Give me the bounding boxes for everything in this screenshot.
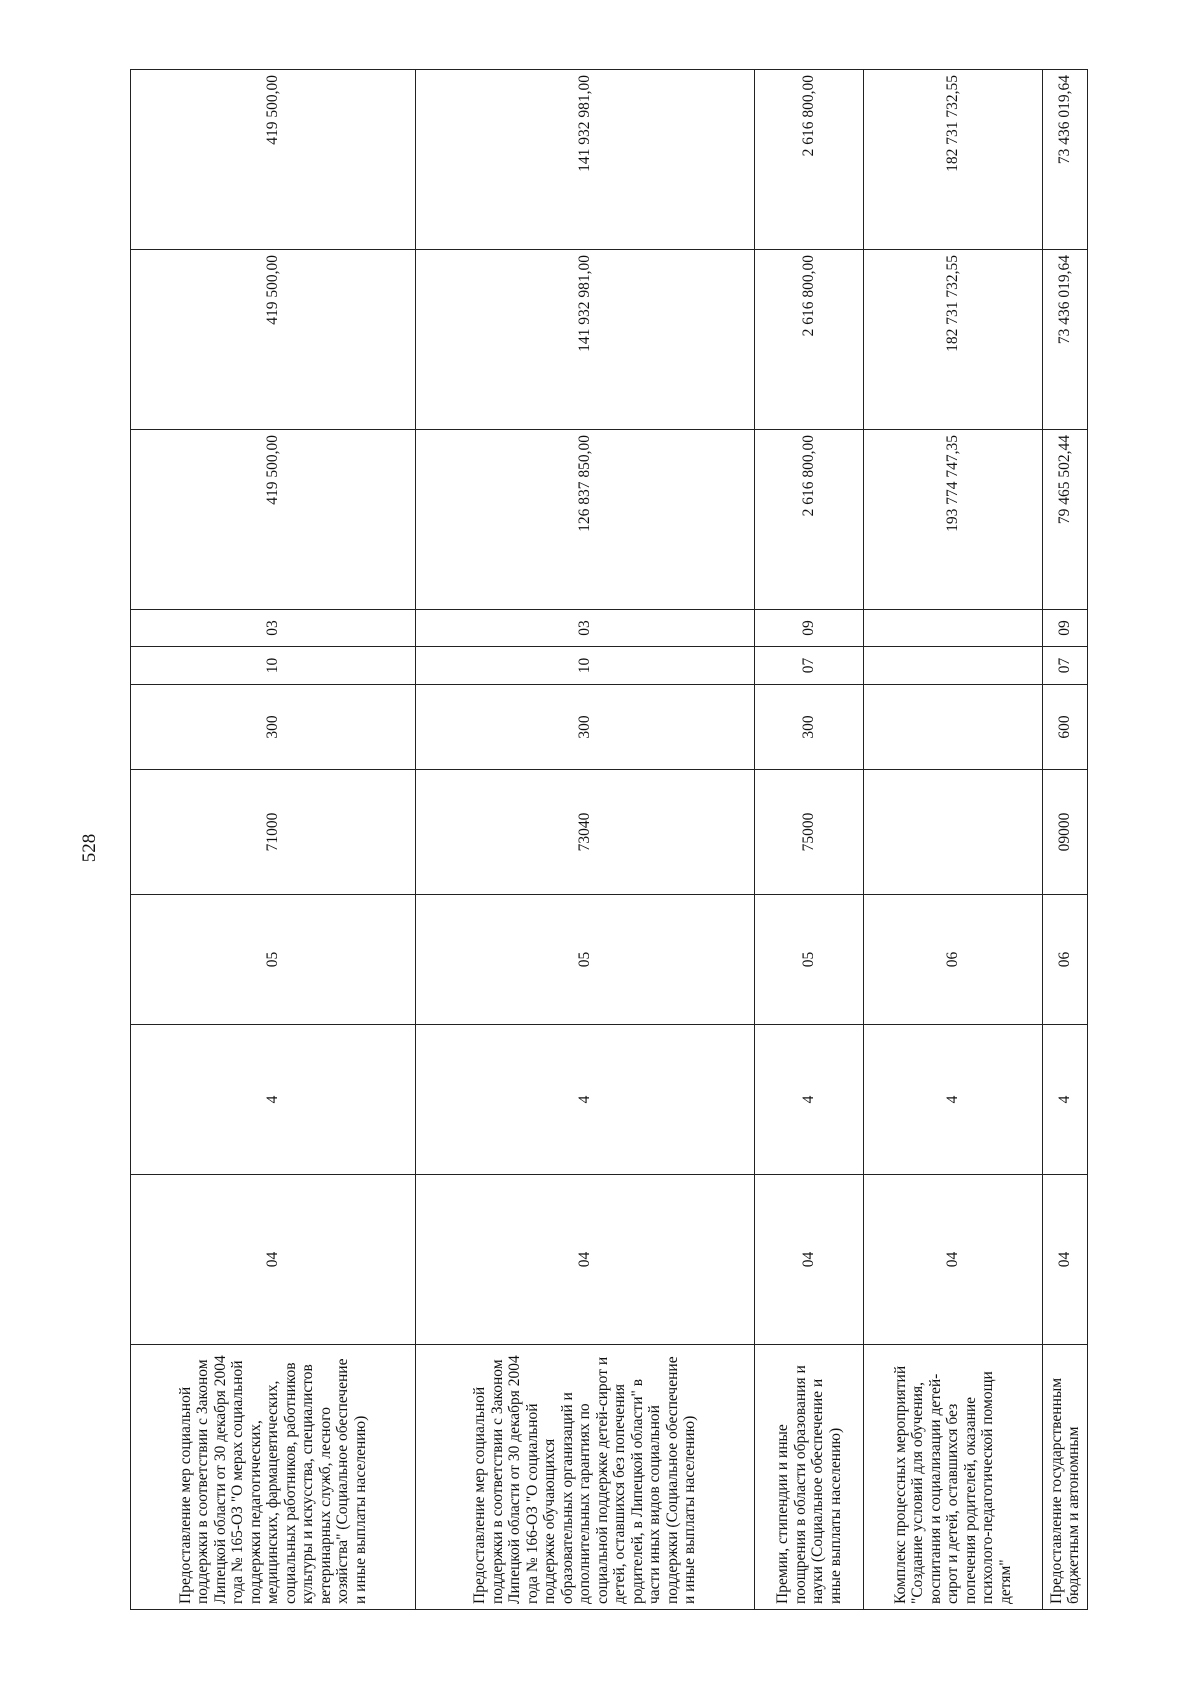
code-cell: 4 bbox=[1043, 1025, 1088, 1175]
code-cell: 04 bbox=[755, 1175, 864, 1345]
code-cell: 04 bbox=[131, 1175, 416, 1345]
code-cell: 4 bbox=[131, 1025, 416, 1175]
amount-cell: 182 731 732,55 bbox=[864, 70, 1043, 250]
code-cell bbox=[864, 770, 1043, 895]
code-cell bbox=[864, 610, 1043, 647]
code-cell: 300 bbox=[755, 685, 864, 770]
amount-cell: 141 932 981,00 bbox=[416, 250, 755, 430]
code-cell: 4 bbox=[416, 1025, 755, 1175]
code-cell: 06 bbox=[864, 895, 1043, 1025]
table-row bbox=[1043, 70, 1088, 1610]
amount-cell: 182 731 732,55 bbox=[864, 250, 1043, 430]
code-cell: 04 bbox=[1043, 1175, 1088, 1345]
amount-cell: 419 500,00 bbox=[131, 70, 416, 250]
amount-cell: 126 837 850,00 bbox=[416, 430, 755, 610]
amount-cell: 73 436 019,64 bbox=[1043, 250, 1088, 430]
code-cell bbox=[864, 647, 1043, 685]
code-cell: 10 bbox=[416, 647, 755, 685]
code-cell: 05 bbox=[131, 895, 416, 1025]
code-cell: 05 bbox=[755, 895, 864, 1025]
code-cell: 4 bbox=[864, 1025, 1043, 1175]
code-cell: 05 bbox=[416, 895, 755, 1025]
amount-cell: 2 616 800,00 bbox=[755, 250, 864, 430]
code-cell: 73040 bbox=[416, 770, 755, 895]
table-row bbox=[755, 70, 864, 1610]
code-cell: 10 bbox=[131, 647, 416, 685]
code-cell: 300 bbox=[131, 685, 416, 770]
code-cell: 04 bbox=[864, 1175, 1043, 1345]
code-cell: 09 bbox=[1043, 610, 1088, 647]
code-cell: 07 bbox=[1043, 647, 1088, 685]
budget-table bbox=[130, 69, 1088, 1610]
row-description: Премии, стипендии и иные поощрения в области образования и науки (Социальное обеспечение и иные выплаты населению) bbox=[755, 1345, 864, 1610]
page-number: 528 bbox=[79, 833, 100, 863]
code-cell: 04 bbox=[416, 1175, 755, 1345]
row-description: Комплекс процессных мероприятий "Создание условий для обучения, воспитания и социализации детей-сирот и детей, оставшихся без попечения родителей, оказание психолого-педагогической помощи детям" bbox=[864, 1345, 1043, 1610]
code-cell: 09000 bbox=[1043, 770, 1088, 895]
code-cell: 09 bbox=[755, 610, 864, 647]
code-cell bbox=[864, 685, 1043, 770]
code-cell: 4 bbox=[755, 1025, 864, 1175]
code-cell: 03 bbox=[416, 610, 755, 647]
row-description: Предоставление государственным бюджетным и автономным bbox=[1043, 1345, 1088, 1610]
code-cell: 07 bbox=[755, 647, 864, 685]
rotated-table-wrapper bbox=[130, 70, 1082, 1610]
amount-cell: 2 616 800,00 bbox=[755, 430, 864, 610]
code-cell: 300 bbox=[416, 685, 755, 770]
amount-cell: 2 616 800,00 bbox=[755, 70, 864, 250]
code-cell: 75000 bbox=[755, 770, 864, 895]
amount-cell: 193 774 747,35 bbox=[864, 430, 1043, 610]
table-row bbox=[131, 70, 416, 1610]
table-row bbox=[416, 70, 755, 1610]
amount-cell: 79 465 502,44 bbox=[1043, 430, 1088, 610]
amount-cell: 73 436 019,64 bbox=[1043, 70, 1088, 250]
amount-cell: 419 500,00 bbox=[131, 430, 416, 610]
code-cell: 06 bbox=[1043, 895, 1088, 1025]
table-row bbox=[864, 70, 1043, 1610]
amount-cell: 419 500,00 bbox=[131, 250, 416, 430]
code-cell: 71000 bbox=[131, 770, 416, 895]
code-cell: 03 bbox=[131, 610, 416, 647]
code-cell: 600 bbox=[1043, 685, 1088, 770]
amount-cell: 141 932 981,00 bbox=[416, 70, 755, 250]
row-description: Предоставление мер социальной поддержки в соответствии с Законом Липецкой области от 30 декабря 2004 года № 165-ОЗ "О мерах социальной поддержки педагогических, медицинских, фармацевтических, социальных работников, работников культуры и искусства, специалистов ветеринарных служб, лесного хозяйства" (Социальное обеспечение и иные выплаты населению) bbox=[131, 1345, 416, 1610]
row-description: Предоставление мер социальной поддержки в соответствии с Законом Липецкой области от 30 декабря 2004 года № 166-ОЗ "О социальной поддержке обучающихся образовательных организаций и дополнительных гарантиях по социальной поддержке детей-сирот и детей, оставшихся без попечения родителей, в Липецкой области" в части иных видов социальной поддержки (Социальное обеспечение и иные выплаты населению) bbox=[416, 1345, 755, 1610]
